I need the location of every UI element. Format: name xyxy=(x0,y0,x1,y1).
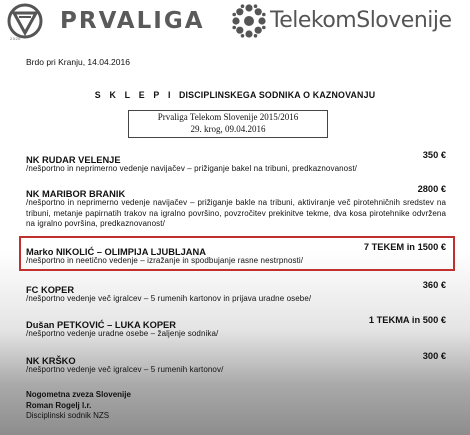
entry-name: NK KRŠKO xyxy=(26,356,76,366)
entry-name: NK MARIBOR BRANIK xyxy=(26,189,126,199)
competition-line-2: 29. krog, 09.04.2016 xyxy=(190,123,266,134)
signature-person: Roman Rogelj l.r. xyxy=(26,400,92,410)
entry-penalty: 300 € xyxy=(422,351,446,361)
entry-description: /nešportno vedenje uradne osebe – žaljenje sodnika/ xyxy=(26,329,219,338)
entry-maribor-branik xyxy=(26,184,446,230)
entry-dusan-petkovic xyxy=(26,315,446,340)
entry-description: /nešportno vedenje več igralcev – 5 rumenih kartonov/ xyxy=(26,365,224,374)
entry-penalty: 1 TEKMA in 500 € xyxy=(368,315,446,325)
brand-telekom-slovenije: TelekomSlovenije xyxy=(270,8,452,33)
entry-name: Dušan PETKOVIĆ – LUKA KOPER xyxy=(26,320,176,330)
title-rest: DISCIPLINSKEGA SODNIKA O KAZNOVANJU xyxy=(178,90,376,100)
entry-penalty: 2800 € xyxy=(417,184,446,194)
entry-name: FC KOPER xyxy=(26,285,75,295)
brand-prvaliga: PRVALIGA xyxy=(60,8,205,34)
entry-description: /nešportno in neetično vedenje – izražanje in spodbujanje rasne nestrpnosti/ xyxy=(26,256,304,265)
entry-description: /nešportno in neprimerno vedenje navijačev – prižiganje bakel na tribuni, predkaznovanost/ xyxy=(26,164,357,173)
signature-org: Nogometna zveza Slovenije xyxy=(26,390,131,399)
title-spaced: S K L E P I xyxy=(94,90,174,100)
competition-box xyxy=(128,110,328,138)
entry-penalty: 360 € xyxy=(422,280,446,290)
document-title xyxy=(0,90,470,100)
signature-role: Disciplinski sodnik NZS xyxy=(26,411,110,420)
entry-marko-nikolic xyxy=(26,242,446,267)
place-date: Brdo pri Kranju, 14.04.2016 xyxy=(26,57,130,67)
entry-nk-krsko xyxy=(26,351,446,376)
signature-block xyxy=(26,390,131,422)
logo-subtext: 2020 xyxy=(10,36,21,41)
entry-penalty: 7 TEKEM in 1500 € xyxy=(363,242,446,252)
entry-fc-koper xyxy=(26,280,446,305)
entry-description: /nešportno vedenje več igralcev – 5 rumenih kartonov in prijava uradne osebe/ xyxy=(26,294,312,303)
entry-penalty: 350 € xyxy=(422,150,446,160)
header xyxy=(0,0,470,46)
entry-description: /nešportno in neprimerno vedenje navijačev – prižiganje bakle na tribuni, aktiviranje več pirotehničnih sredstev na tribuni, metanje papirnatih trakov na igralno površino, povzročitev prekinitve tekme, dva kosa pirotehnike odvržena na igralno površina, predkaznovanost/ xyxy=(26,198,446,229)
entry-name: Marko NIKOLIĆ – OLIMPIJA LJUBLJANA xyxy=(26,247,206,257)
entry-rudar-velenje xyxy=(26,150,446,175)
competition-line-1: Prvaliga Telekom Slovenije 2015/2016 xyxy=(157,112,299,122)
telekom-flower-logo-icon xyxy=(231,3,267,39)
entry-name: NK RUDAR VELENJE xyxy=(26,155,121,165)
